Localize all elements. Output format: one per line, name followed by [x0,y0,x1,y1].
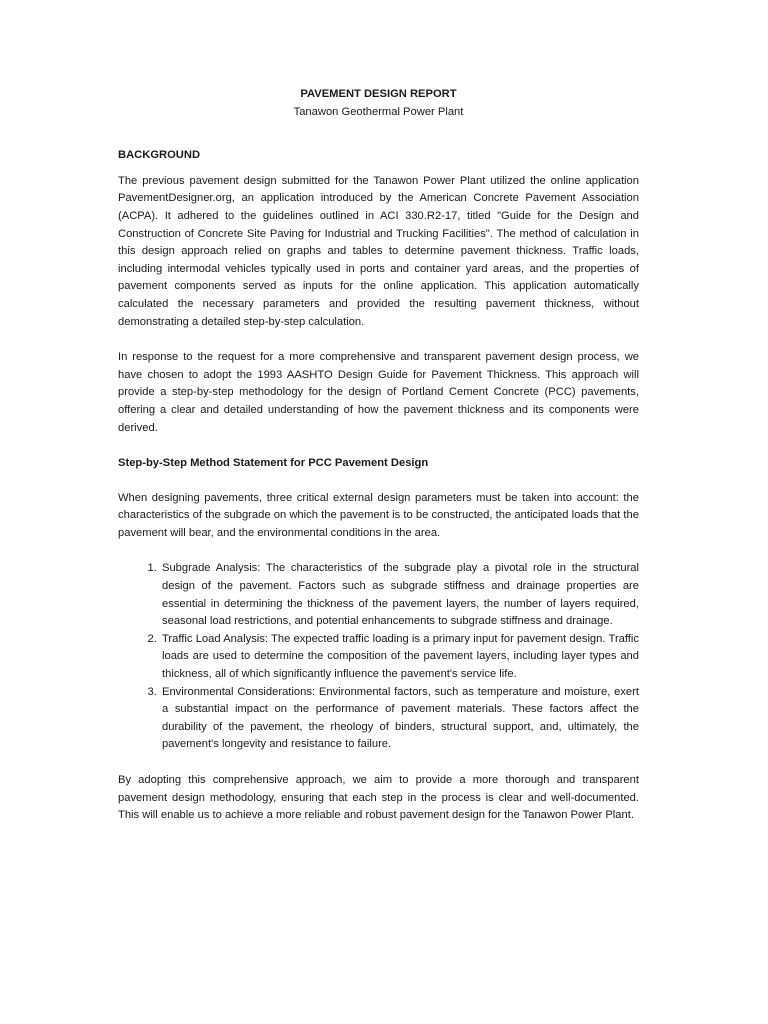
list-item-traffic-load-analysis: 2. Traffic Load Analysis: The expected traffic loading is a primary input for pavement design. Traffic loads are used to determine the composition of the pavement layers, including layer types and thickness, all of which significantly influence the pavement's service life. [160,631,639,684]
report-title: PAVEMENT DESIGN REPORT [300,88,457,100]
list-item-subgrade-analysis: 1. Subgrade Analysis: The characteristics of the subgrade play a pivotal role in the structural design of the pavement. Factors such as subgrade stiffness and drainage properties are essential in determining the thickness of the pavement layers, the number of layers required, seasonal load restrictions, and potential enhancements to subgrade stiffness and drainage. [160,560,639,630]
background-paragraph-1: The previous pavement design submitted for the Tanawon Power Plant utilized the online application PavementDesigner.org, an application introduced by the American Concrete Pavement Association (ACPA). It adhered to the guidelines outlined in ACI 330.R2-17, titled "Guide for the Design and Construction of Concrete Site Paving for Industrial and Trucking Facilities". The method of calculation in this design approach relied on graphs and tables to determine pavement thickness. Traffic loads, including intermodal vehicles typically used in ports and container yard areas, and the properties of pavement components served as inputs for the online application. This application automatically calculated the necessary parameters and provided the resulting pavement thickness, without demonstrating a detailed step-by-step calculation. [118,174,639,328]
document-content [118,86,639,843]
method-heading: Step-by-Step Method Statement for PCC Pavement Design [118,457,429,470]
report-subtitle: Tanawon Geothermal Power Plant [293,105,464,118]
background-paragraph-2: In response to the request for a more comprehensive and transparent pavement design process, we have chosen to adopt the 1993 AASHTO Design Guide for Pavement Thickness. This approach will provide a step-by-step methodology for the design of Portland Cement Concrete (PCC) pavements, offering a clear and detailed understanding of how the pavement thickness and its components were derived. [118,351,639,434]
conclusion-paragraph: By adopting this comprehensive approach, we aim to provide a more thorough and transparent pavement design methodology, ensuring that each step in the process is clear and well-documented. This will enable us to achieve a more reliable and robust pavement design for the Tanawon Power Plant. [118,774,639,822]
method-list [118,560,639,754]
method-intro-paragraph: When designing pavements, three critical external design parameters must be taken into account: the characteristics of the subgrade on which the pavement is to be constructed, the anticipated loads that the pavement will bear, and the environmental conditions in the area. [118,491,639,539]
background-heading: BACKGROUND [118,149,201,162]
list-item-environmental-considerations: 3. Environmental Considerations: Environmental factors, such as temperature and moisture, exert a substantial impact on the performance of pavement materials. These factors affect the durability of the pavement, the rheology of binders, structural support, and, ultimately, the pavement's longevity and resistance to failure. [160,684,639,754]
